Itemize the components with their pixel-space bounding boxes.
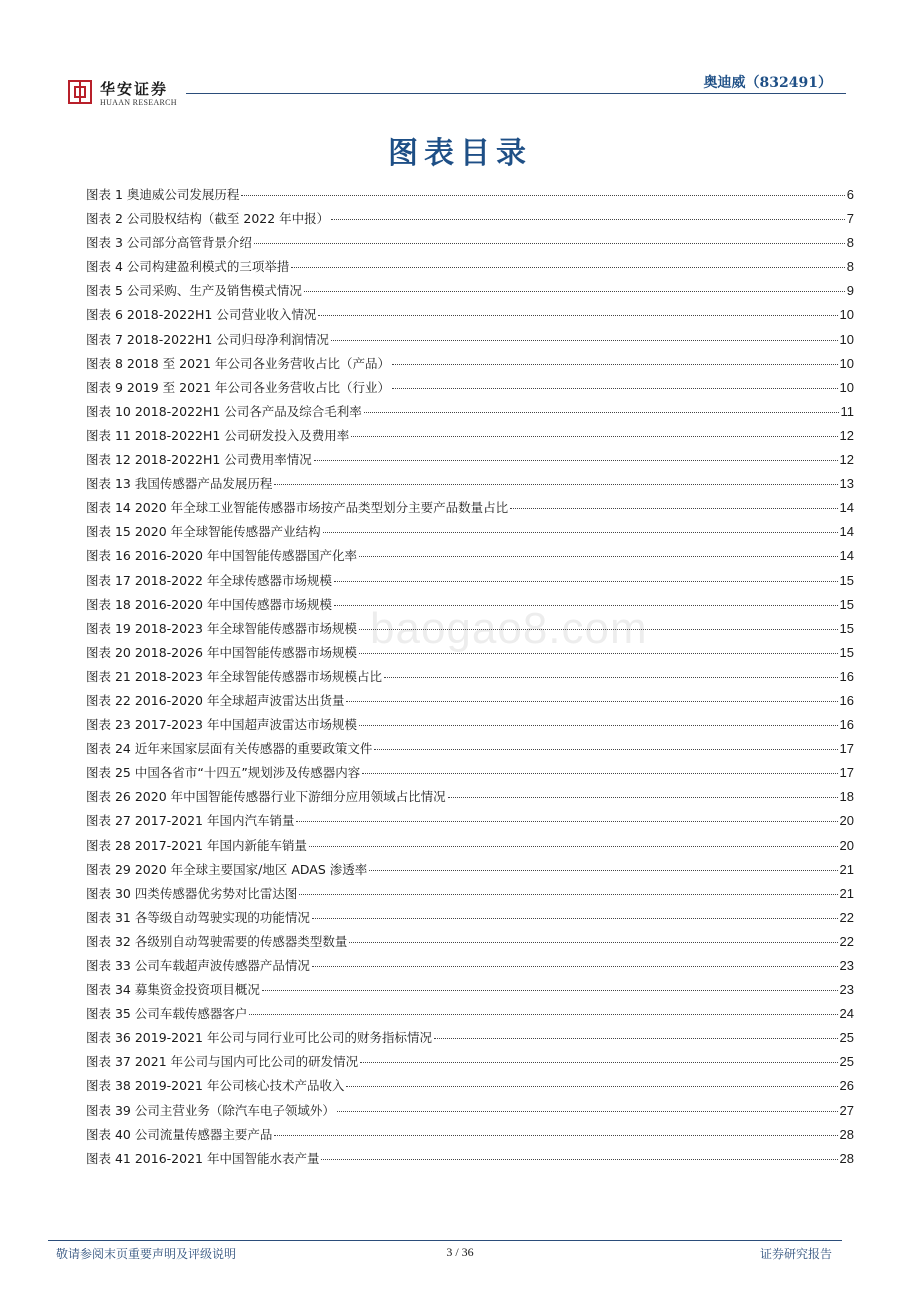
toc-entry-label: 图表 13 我国传感器产品发展历程 — [86, 476, 273, 492]
toc-leader-dots — [314, 446, 838, 461]
toc-entry-label: 图表 33 公司车载超声波传感器产品情况 — [86, 958, 310, 973]
toc-entry-label: 图表 22 2016-2020 年全球超声波雷达出货量 — [86, 692, 345, 708]
toc-entry-page: 10 — [839, 307, 854, 323]
toc-leader-dots — [369, 856, 837, 871]
toc-entry-page: 28 — [839, 1126, 854, 1142]
logo-subtext: HUAAN RESEARCH — [100, 98, 177, 107]
header-divider — [186, 93, 846, 94]
toc-leader-dots — [323, 518, 838, 533]
toc-leader-dots — [321, 1145, 837, 1160]
toc-leader-dots — [241, 181, 844, 196]
toc-entry-label: 图表 36 2019-2021 年公司与同行业可比公司的财务指标情况 — [86, 1030, 432, 1046]
toc-entry-page: 6 — [846, 187, 854, 202]
logo-text: 华安证券 — [100, 80, 169, 98]
toc-leader-dots — [360, 1048, 837, 1063]
toc-entry-page: 9 — [846, 283, 854, 299]
toc-entry-label: 图表 14 2020 年全球工业智能传感器市场按产品类型划分主要产品数量占比 — [86, 500, 509, 516]
toc-leader-dots — [337, 1097, 838, 1112]
toc-entry-label: 图表 26 2020 年中国智能传感器行业下游细分应用领域占比情况 — [86, 789, 446, 805]
footer-divider — [48, 1240, 842, 1241]
toc-entry-page: 21 — [839, 885, 854, 901]
toc-leader-dots — [374, 735, 837, 750]
toc-entry-label: 图表 5 公司采购、生产及销售模式情况 — [86, 283, 302, 299]
toc-leader-dots — [291, 253, 844, 268]
toc-leader-dots — [304, 277, 845, 292]
toc-entry-label: 图表 21 2018-2023 年全球智能传感器市场规模占比 — [86, 668, 382, 684]
toc-leader-dots — [296, 807, 837, 822]
toc-entry-page: 24 — [839, 1006, 854, 1022]
toc-entry-label: 图表 35 公司车载传感器客户 — [86, 1006, 248, 1022]
toc-entry-page: 17 — [839, 741, 854, 757]
toc-entry-label: 图表 31 各等级自动驾驶实现的功能情况 — [86, 909, 310, 925]
toc-leader-dots — [334, 567, 838, 582]
toc-leader-dots — [359, 639, 838, 654]
toc-leader-dots — [274, 470, 837, 485]
toc-entry-page: 15 — [839, 644, 854, 660]
toc-entry-label: 图表 12 2018-2022H1 公司费用率情况 — [86, 452, 312, 468]
toc-entry-page: 12 — [839, 452, 854, 468]
toc-entry-page: 27 — [839, 1102, 854, 1118]
toc-entry-page: 15 — [839, 596, 854, 612]
toc-entry-page: 21 — [839, 861, 854, 877]
toc-entry-label: 图表 7 2018-2022H1 公司归母净利润情况 — [86, 331, 329, 347]
toc-leader-dots — [331, 326, 838, 341]
toc-leader-dots — [312, 904, 838, 919]
toc-entry-label: 图表 29 2020 年全球主要国家/地区 ADAS 渗透率 — [86, 861, 368, 877]
toc-entry-page: 25 — [839, 1054, 854, 1070]
toc-entry-label: 图表 2 公司股权结构（截至 2022 年中报） — [86, 211, 330, 227]
toc-entry-page: 10 — [839, 379, 854, 395]
company-name: 奥迪威（832491） — [703, 75, 832, 91]
toc-leader-dots — [359, 542, 838, 557]
page-number: 3 / 36 — [446, 1245, 474, 1259]
toc-entry-page: 14 — [839, 500, 854, 516]
toc-entry-page: 16 — [839, 717, 854, 733]
toc-entry-label: 图表 25 中国各省市“十四五”规划涉及传感器内容 — [86, 765, 361, 781]
toc-leader-dots — [392, 350, 838, 365]
toc-entry-page: 16 — [839, 692, 854, 708]
toc-entry-label: 图表 27 2017-2021 年国内汽车销量 — [86, 813, 295, 829]
toc-entry-label: 图表 4 公司构建盈利模式的三项举措 — [86, 259, 290, 275]
toc-entry[interactable] — [86, 1148, 854, 1172]
toc-leader-dots — [249, 1000, 837, 1015]
toc-entry-page: 14 — [839, 548, 854, 564]
toc-entry-label: 图表 11 2018-2022H1 公司研发投入及费用率 — [86, 427, 350, 443]
toc-entry-label: 图表 34 募集资金投资项目概况 — [86, 982, 260, 998]
toc-leader-dots — [384, 663, 838, 678]
toc-entry-label: 图表 8 2018 至 2021 年公司各业务营收占比（产品） — [86, 355, 390, 371]
page-title: 图表目录 — [388, 136, 532, 171]
toc-entry-label: 图表 18 2016-2020 年中国传感器市场规模 — [86, 596, 332, 612]
toc-leader-dots — [274, 1121, 837, 1136]
toc-entry-label: 图表 6 2018-2022H1 公司营业收入情况 — [86, 307, 317, 323]
table-of-figures — [86, 184, 854, 1172]
toc-entry-page: 22 — [839, 909, 854, 925]
toc-leader-dots — [254, 229, 845, 244]
watermark: baogao8.com — [370, 604, 648, 653]
toc-entry-label: 图表 39 公司主营业务（除汽车电子领域外） — [86, 1102, 335, 1118]
toc-entry-page: 23 — [839, 958, 854, 973]
toc-leader-dots — [510, 494, 837, 509]
toc-entry-page: 11 — [840, 403, 854, 419]
toc-entry-label: 图表 40 公司流量传感器主要产品 — [86, 1126, 273, 1142]
toc-leader-dots — [334, 591, 838, 606]
toc-entry-label: 图表 32 各级别自动驾驶需要的传感器类型数量 — [86, 933, 348, 949]
toc-leader-dots — [349, 928, 837, 943]
toc-entry-label: 图表 23 2017-2023 年中国超声波雷达市场规模 — [86, 717, 357, 733]
toc-entry-page: 16 — [839, 668, 854, 684]
toc-entry-page: 22 — [839, 933, 854, 949]
toc-entry-page: 20 — [839, 813, 854, 829]
footer-disclaimer: 敬请参阅末页重要声明及评级说明 — [56, 1247, 237, 1261]
toc-leader-dots — [359, 615, 838, 630]
toc-leader-dots — [346, 1072, 837, 1087]
toc-entry-label: 图表 15 2020 年全球智能传感器产业结构 — [86, 524, 321, 540]
toc-leader-dots — [331, 205, 845, 220]
toc-leader-dots — [359, 711, 838, 726]
toc-entry-page: 20 — [839, 837, 854, 853]
toc-entry-label: 图表 3 公司部分高管背景介绍 — [86, 235, 252, 251]
toc-entry-page: 12 — [839, 427, 854, 443]
huaan-logo-icon — [68, 80, 92, 104]
toc-entry-page: 14 — [839, 524, 854, 540]
toc-entry-page: 8 — [846, 235, 854, 251]
toc-leader-dots — [351, 422, 837, 437]
toc-entry-page: 8 — [846, 259, 854, 275]
toc-leader-dots — [434, 1024, 838, 1039]
toc-entry-page: 15 — [839, 620, 854, 636]
toc-entry-label: 图表 38 2019-2021 年公司核心技术产品收入 — [86, 1078, 345, 1094]
toc-entry-label: 图表 24 近年来国家层面有关传感器的重要政策文件 — [86, 741, 373, 757]
toc-entry-label: 图表 10 2018-2022H1 公司各产品及综合毛利率 — [86, 403, 362, 419]
toc-leader-dots — [364, 398, 839, 413]
toc-entry-label: 图表 37 2021 年公司与国内可比公司的研发情况 — [86, 1054, 359, 1070]
toc-leader-dots — [448, 783, 838, 798]
toc-entry-page: 28 — [839, 1150, 854, 1166]
toc-entry-label: 图表 17 2018-2022 年全球传感器市场规模 — [86, 572, 332, 588]
toc-entry-label: 图表 30 四类传感器优劣势对比雷达图 — [86, 885, 298, 901]
toc-entry-label: 图表 20 2018-2026 年中国智能传感器市场规模 — [86, 644, 357, 660]
toc-leader-dots — [309, 832, 838, 847]
footer-report-type: 证券研究报告 — [759, 1247, 832, 1261]
toc-entry-label: 图表 19 2018-2023 年全球智能传感器市场规模 — [86, 620, 357, 636]
toc-entry-page: 18 — [839, 789, 854, 805]
toc-entry-label: 图表 28 2017-2021 年国内新能车销量 — [86, 837, 307, 853]
page-header — [0, 0, 920, 110]
toc-entry-label: 图表 16 2016-2020 年中国智能传感器国产化率 — [86, 548, 357, 564]
toc-entry-page: 23 — [839, 982, 854, 998]
toc-entry-page: 7 — [846, 211, 854, 227]
toc-leader-dots — [312, 952, 838, 967]
toc-leader-dots — [299, 880, 837, 895]
toc-entry-page: 26 — [839, 1078, 854, 1094]
toc-leader-dots — [392, 374, 838, 389]
toc-leader-dots — [318, 301, 837, 316]
toc-leader-dots — [262, 976, 838, 991]
toc-entry-label: 图表 1 奥迪威公司发展历程 — [86, 187, 240, 202]
toc-leader-dots — [346, 687, 837, 702]
toc-entry-page: 17 — [839, 765, 854, 781]
toc-leader-dots — [362, 759, 837, 774]
toc-entry-page: 10 — [839, 355, 854, 371]
toc-entry-label: 图表 9 2019 至 2021 年公司各业务营收占比（行业） — [86, 379, 390, 395]
toc-entry-page: 10 — [839, 331, 854, 347]
toc-entry-label: 图表 41 2016-2021 年中国智能水表产量 — [86, 1150, 320, 1166]
toc-entry-page: 15 — [839, 572, 854, 588]
toc-entry-page: 13 — [839, 476, 854, 492]
toc-entry-page: 25 — [839, 1030, 854, 1046]
